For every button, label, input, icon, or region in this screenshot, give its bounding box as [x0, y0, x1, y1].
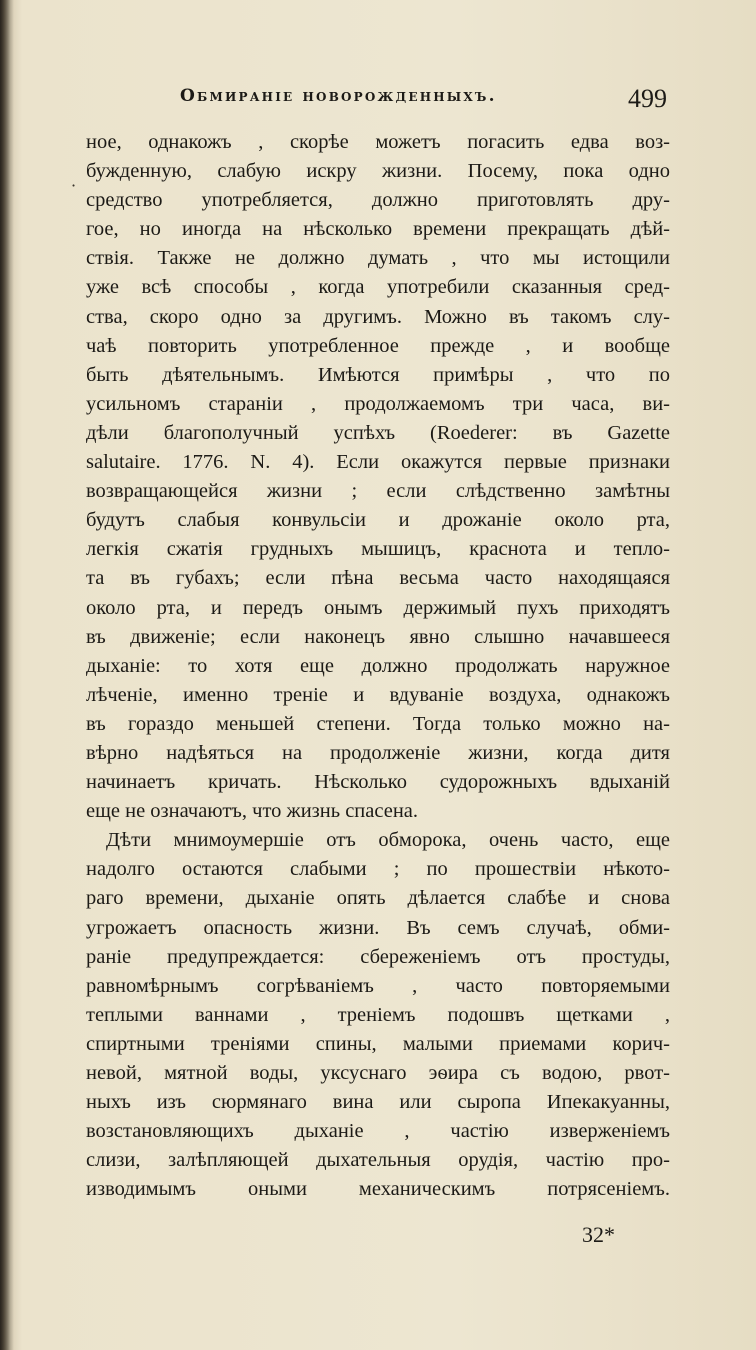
text-line: спиртными тренiями спины, малыми приемами корич-: [86, 1032, 670, 1055]
text-line: лѣченiе, именно тренiе и вдуванiе воздуха, однакожъ: [86, 683, 670, 706]
text-line: надолго остаются слабыми ; по прошествiи нѣкото-: [86, 858, 670, 881]
text-line: дыханiе: то хотя еще должно продолжать наружное: [86, 654, 670, 677]
text-line: въ движенiе; если наконецъ явно слышно начавшееся: [86, 625, 670, 648]
paragraph-first-line: Дѣти мнимоумершiе отъ обморока, очень часто, еще: [106, 829, 670, 852]
text-line: теплыми ваннами , тренiемъ подошвъ щетками ,: [86, 1003, 670, 1026]
binding-shadow: [0, 0, 14, 1350]
text-line: ранiе предупреждается: сбереженiемъ отъ простуды,: [86, 945, 670, 968]
text-line: бужденную, слабую искру жизни. Посему, пока одно: [86, 160, 670, 183]
text-line: ное, однакожъ , скорѣе можетъ погасить едва воз-: [86, 131, 670, 153]
text-line: дѣли благополучный успѣхъ (Roederer: въ Gazette: [86, 421, 670, 444]
text-line: еще не означаютъ, что жизнь спасена.: [86, 800, 419, 823]
text-line: будутъ слабыя конвульсiи и дрожанiе около рта,: [86, 509, 670, 532]
text-line: salutaire. 1776. N. 4). Если окажутся первые признаки: [86, 451, 670, 474]
text-line: въ гораздо меньшей степени. Тогда только можно на-: [86, 712, 670, 735]
text-line: средство употребляется, должно приготовлять дру-: [86, 189, 670, 212]
text-line: вѣрно надѣяться на продолженiе жизни, когда дитя: [86, 741, 670, 764]
text-line: возстановляющихъ дыханiе , частiю изверженiемъ: [86, 1120, 670, 1143]
text-line: начинаетъ кричать. Нѣсколько судорожныхъ вдыханiй: [86, 771, 670, 794]
text-line: слизи, залѣпляющей дыхательныя орудiя, частiю про-: [86, 1149, 670, 1172]
text-line: гое, но иногда на нѣсколько времени прекращать дѣй-: [86, 218, 670, 241]
text-line: ствiя. Также не должно думать , что мы истощили: [86, 247, 670, 270]
text-line: быть дѣятельнымъ. Имѣются примѣры , что по: [86, 363, 670, 386]
margin-mark: ·: [71, 176, 77, 195]
text-line: равномѣрнымъ согрѣванiемъ , часто повторяемыми: [86, 974, 670, 997]
text-line: изводимымъ оными механическимъ потрясенiемъ.: [86, 1178, 670, 1201]
text-line: возвращающейся жизни ; если слѣдственно замѣтны: [86, 480, 670, 503]
text-line: ныхъ изъ сюрмянаго вина или сыропа Ипекакуанны,: [86, 1091, 670, 1114]
text-line: невой, мятной воды, уксуснаго эѳира съ водою, рвот-: [86, 1062, 670, 1084]
text-line: усильномъ старанiи , продолжаемомъ три часа, ви-: [86, 392, 670, 415]
text-line: чаѣ повторить употребленное прежде , и вообще: [86, 334, 670, 357]
body-text: [86, 128, 670, 1204]
text-line: уже всѣ способы , когда употребили сказанныя сред-: [86, 276, 670, 299]
text-line: легкiя сжатiя грудныхъ мышицъ, краснота и тепло-: [86, 538, 670, 561]
signature-mark: 32*: [582, 1222, 615, 1247]
running-head-title: Обмиранiе новорожденныхъ.: [180, 86, 497, 106]
text-line: ства, скоро одно за другимъ. Можно въ такомъ слу-: [86, 305, 670, 328]
text-line: угрожаетъ опасность жизни. Въ семъ случаѣ, обми-: [86, 916, 670, 939]
page-number: 499: [628, 84, 667, 113]
text-line: около рта, и передъ онымъ держимый пухъ приходятъ: [86, 596, 670, 619]
text-line: та въ губахъ; если пѣна весьма часто находящаяся: [86, 567, 670, 590]
text-line: раго времени, дыханiе опять дѣлается слабѣе и снова: [86, 887, 670, 910]
